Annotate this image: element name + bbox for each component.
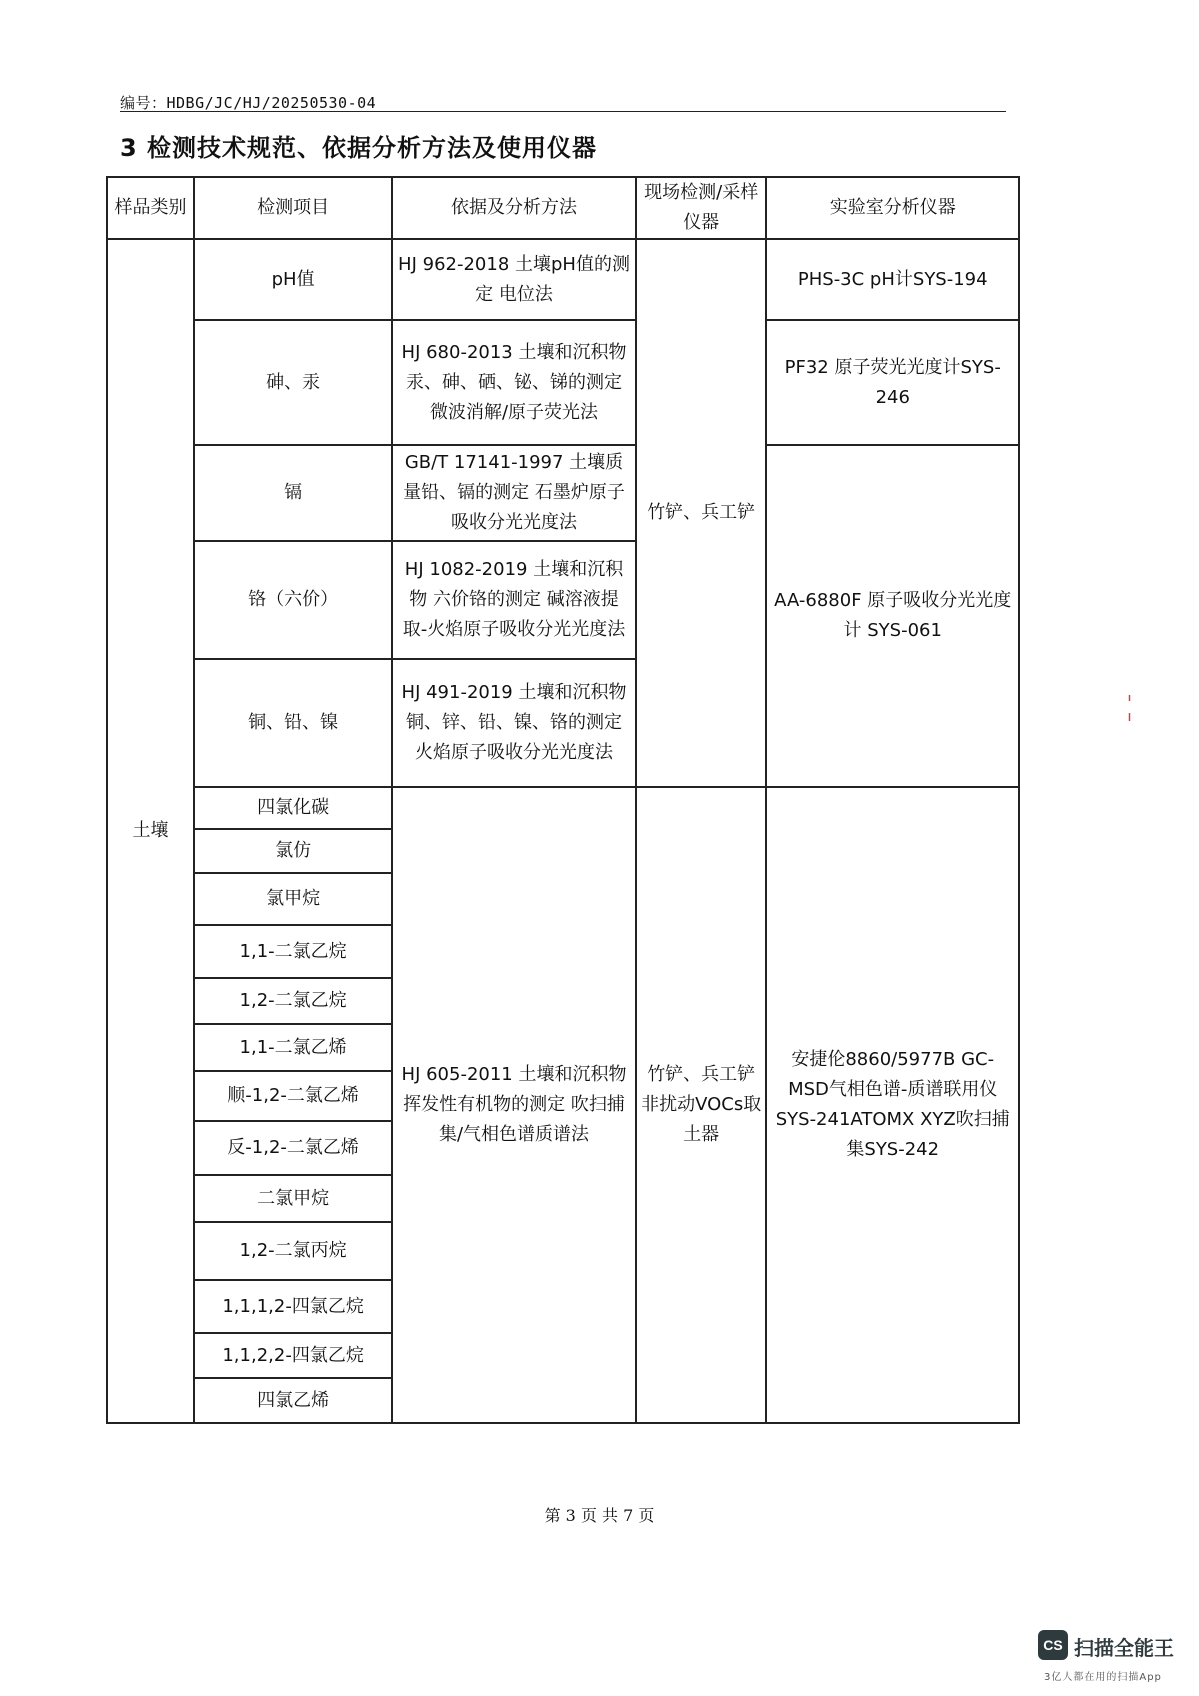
method-cell: HJ 1082-2019 土壤和沉积物 六价铬的测定 碱溶液提取-火焰原子吸收分光光度法 — [392, 541, 636, 659]
item-cell: 四氯化碳 — [194, 787, 392, 829]
red-ink-mark — [1128, 695, 1131, 735]
item-cell: 1,2-二氯乙烷 — [194, 978, 392, 1024]
item-cell: 二氯甲烷 — [194, 1175, 392, 1222]
item-cell: 铬（六价） — [194, 541, 392, 659]
section-title: 3 检测技术规范、依据分析方法及使用仪器 — [120, 134, 598, 162]
item-cell: 1,1,2,2-四氯乙烷 — [194, 1333, 392, 1378]
item-cell: 1,1-二氯乙烷 — [194, 925, 392, 978]
lab-instrument-cell: PHS-3C pH计SYS-194 — [766, 239, 1019, 320]
lab-instrument-cell: 安捷伦8860/5977B GC-MSD气相色谱-质谱联用仪SYS-241ATOMX XYZ吹扫捕集SYS-242 — [766, 787, 1019, 1423]
table-header-row — [107, 177, 1019, 239]
page-number: 第 3 页 共 7 页 — [544, 1506, 655, 1525]
header-field-instrument: 现场检测/采样仪器 — [636, 177, 767, 239]
item-cell: 氯仿 — [194, 829, 392, 873]
field-instrument-cell: 竹铲、兵工铲非扰动VOCs取土器 — [636, 787, 767, 1423]
item-cell: 1,1-二氯乙烯 — [194, 1024, 392, 1071]
item-cell: 1,1,1,2-四氯乙烷 — [194, 1280, 392, 1333]
sample-type-cell: 土壤 — [107, 239, 194, 1423]
header-rule — [120, 111, 1006, 112]
watermark-app-name: 扫描全能王 — [1074, 1636, 1174, 1660]
method-cell: HJ 605-2011 土壤和沉积物 挥发性有机物的测定 吹扫捕集/气相色谱质谱法 — [392, 787, 636, 1423]
item-cell: 铜、铅、镍 — [194, 659, 392, 787]
item-cell: 四氯乙烯 — [194, 1378, 392, 1423]
item-cell: 氯甲烷 — [194, 873, 392, 925]
header-lab-instrument: 实验室分析仪器 — [766, 177, 1019, 239]
table-row — [107, 787, 1019, 829]
lab-instrument-cell: PF32 原子荧光光度计SYS-246 — [766, 320, 1019, 445]
method-cell: HJ 680-2013 土壤和沉积物汞、砷、硒、铋、锑的测定 微波消解/原子荧光法 — [392, 320, 636, 445]
lab-instrument-cell: AA-6880F 原子吸收分光光度计 SYS-061 — [766, 445, 1019, 787]
watermark-tagline: 3亿人都在用的扫描App — [1044, 1672, 1162, 1683]
table-row — [107, 445, 1019, 541]
item-cell: 顺-1,2-二氯乙烯 — [194, 1071, 392, 1121]
header-method: 依据及分析方法 — [392, 177, 636, 239]
item-cell: pH值 — [194, 239, 392, 320]
document-number: 编号：HDBG/JC/HJ/20250530-04 — [120, 94, 377, 112]
table-row — [107, 239, 1019, 320]
item-cell: 镉 — [194, 445, 392, 541]
header-sample-type: 样品类别 — [107, 177, 194, 239]
header-item: 检测项目 — [194, 177, 392, 239]
cs-logo-icon: CS — [1038, 1630, 1068, 1660]
method-cell: HJ 491-2019 土壤和沉积物 铜、锌、铅、镍、铬的测定 火焰原子吸收分光光度法 — [392, 659, 636, 787]
scanner-watermark — [1038, 1630, 1178, 1686]
method-cell: HJ 962-2018 土壤pH值的测定 电位法 — [392, 239, 636, 320]
item-cell: 反-1,2-二氯乙烯 — [194, 1121, 392, 1175]
spec-table — [106, 176, 1020, 1424]
table-row — [107, 320, 1019, 445]
field-instrument-cell: 竹铲、兵工铲 — [636, 239, 767, 787]
item-cell: 1,2-二氯丙烷 — [194, 1222, 392, 1280]
method-cell: GB/T 17141-1997 土壤质量铅、镉的测定 石墨炉原子吸收分光光度法 — [392, 445, 636, 541]
item-cell: 砷、汞 — [194, 320, 392, 445]
